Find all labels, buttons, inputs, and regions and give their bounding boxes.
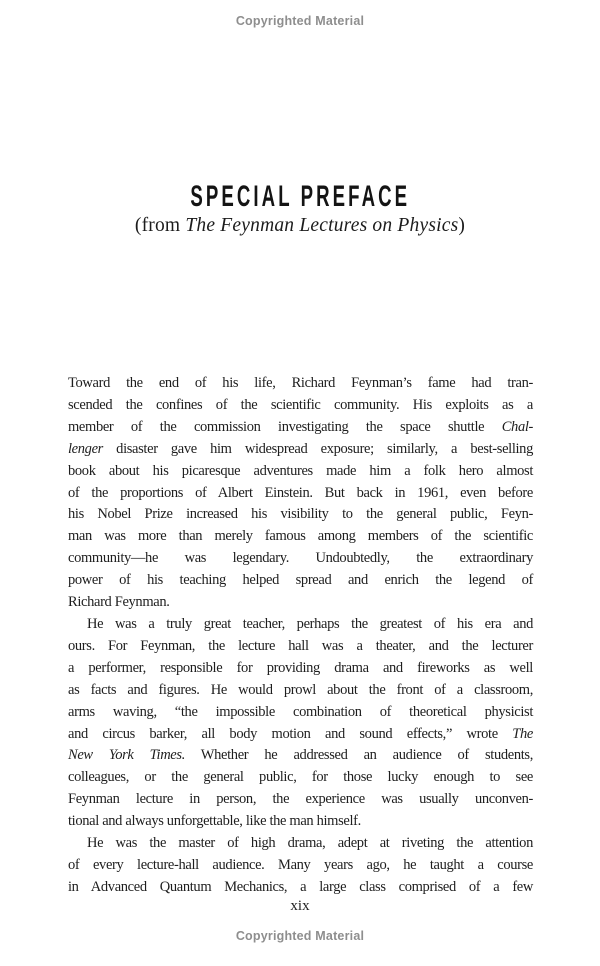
body-line: man was more than merely famous among members of the scientific [68,528,533,545]
body-line: in Advanced Quantum Mechanics, a large class comprised of a few [68,878,533,895]
body-line: community—he was legendary. Undoubtedly, the extraordinary [68,550,533,567]
body-line: book about his picaresque adventures made him a folk hero almost [68,462,533,479]
body-line: a performer, responsible for providing drama and fireworks as well [68,659,533,676]
subtitle-prefix: (from [134,215,186,236]
chapter-subtitle [0,215,600,237]
body-line: tional and always unforgettable, like the man himself. [68,813,361,830]
chapter-title: SPECIAL PREFACE [190,180,410,213]
body-text [68,373,533,899]
body-line: arms waving, “the impossible combination of theoretical physicist [68,703,533,720]
copyright-notice-bottom: Copyrighted Material [235,929,365,943]
body-line: as facts and figures. He would prowl about the front of a classroom, [68,681,533,698]
body-line: power of his teaching helped spread and enrich the legend of [68,572,533,589]
body-line: his Nobel Prize increased his visibility to the general public, Feyn- [68,506,533,523]
body-line: member of the commission investigating the space shuttle Chal- [68,418,533,435]
body-line: and circus barker, all body motion and sound effects,” wrote The [68,725,533,742]
body-line: of the proportions of Albert Einstein. But back in 1961, even before [68,484,533,501]
body-line: Feynman lecture in person, the experience was usually unconven- [68,791,533,808]
subtitle-suffix: ) [458,215,466,236]
body-line: lenger disaster gave him widespread exposure; similarly, a best-selling [68,440,533,457]
body-line: scended the confines of the scientific community. His exploits as a [68,396,533,413]
subtitle-book-title: The Feynman Lectures on Physics [185,215,459,236]
body-line: Toward the end of his life, Richard Feynman’s fame had tran- [68,375,533,391]
body-line: Richard Feynman. [68,594,170,611]
page-number: xix [290,898,310,914]
body-line: of every lecture-hall audience. Many years ago, he taught a course [68,856,533,873]
body-line: colleagues, or the general public, for those lucky enough to see [68,769,533,786]
chapter-title-wrap [0,180,600,214]
body-line: ours. For Feynman, the lecture hall was a theater, and the lecturer [68,637,533,654]
body-line: He was the master of high drama, adept at riveting the attention [87,835,533,852]
copyright-notice-top: Copyrighted Material [235,14,365,28]
body-line: New York Times. Whether he addressed an audience of students, [68,747,533,764]
body-line: He was a truly great teacher, perhaps the greatest of his era and [87,615,533,632]
